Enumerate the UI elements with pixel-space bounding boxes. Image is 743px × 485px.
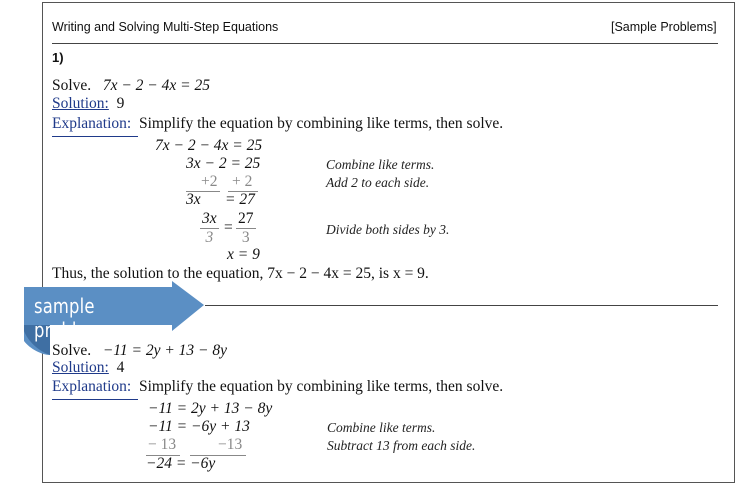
p1-step-4a: 3x	[186, 191, 201, 208]
solution-label: Solution:	[52, 95, 109, 112]
fraction-numerator: 3x	[202, 210, 217, 227]
fraction-denominator: 3	[205, 229, 214, 246]
solution-label: Solution:	[52, 359, 109, 376]
p1-step-3a: +2	[201, 173, 218, 190]
sample-problems-tag: [Sample Problems]	[611, 20, 717, 34]
explanation-label: Explanation:	[52, 115, 132, 132]
p2-step-4: −24 = −6y	[146, 455, 216, 472]
worksheet-frame	[42, 2, 735, 483]
explanation-underline	[52, 136, 138, 137]
solve-label: Solve.	[52, 77, 92, 94]
banner-label: sample problems	[34, 294, 112, 342]
p1-fraction-right	[236, 210, 256, 247]
p2-step-1: −11 = 2y + 13 − 8y	[148, 400, 273, 417]
explanation-underline	[52, 399, 138, 400]
problem1-equation: 7x − 2 − 4x = 25	[102, 77, 210, 94]
p2-step-2: −11 = −6y + 13	[148, 418, 250, 435]
p1-step-3b: + 2	[232, 173, 253, 190]
problem1-solution	[52, 95, 124, 113]
problem-number: 1)	[52, 50, 64, 65]
problem2-solution	[52, 359, 124, 377]
solution-value: 4	[116, 359, 125, 376]
problem2-statement	[52, 342, 227, 360]
solution-value: 9	[116, 95, 125, 112]
fraction-denominator: 3	[241, 229, 250, 246]
p2-step-3b: −13	[218, 436, 243, 453]
problem2-explanation	[52, 378, 503, 396]
p1-fraction-equals: =	[224, 219, 233, 236]
p1-fraction-left	[200, 210, 219, 247]
p2-step-3a: − 13	[148, 436, 177, 453]
p1-note-combine: Combine like terms.	[326, 157, 435, 172]
p1-conclusion: Thus, the solution to the equation, 7x − 2 − 4x = 25, is x = 9.	[52, 265, 429, 282]
p1-step-2: 3x − 2 = 25	[186, 155, 261, 172]
fraction-numerator: 27	[238, 210, 254, 227]
explanation-label: Explanation:	[52, 378, 132, 395]
worksheet-title: Writing and Solving Multi-Step Equations	[52, 20, 279, 34]
p1-note-divide: Divide both sides by 3.	[326, 222, 450, 237]
problem1-explanation	[52, 115, 503, 133]
solve-label: Solve.	[52, 342, 92, 359]
problem1-statement	[52, 77, 210, 95]
p2-note-subtract: Subtract 13 from each side.	[327, 438, 476, 453]
explanation-text: Simplify the equation by combining like terms, then solve.	[138, 378, 504, 395]
header-divider	[52, 43, 718, 44]
section-divider	[205, 305, 718, 306]
problem2-equation: −11 = 2y + 13 − 8y	[102, 342, 228, 359]
explanation-text: Simplify the equation by combining like terms, then solve.	[138, 115, 504, 132]
p2-note-combine: Combine like terms.	[327, 420, 436, 435]
p1-step-6: x = 9	[227, 246, 260, 263]
p1-note-add: Add 2 to each side.	[326, 175, 430, 190]
p1-step-1: 7x − 2 − 4x = 25	[155, 137, 263, 154]
p1-step-4b: = 27	[225, 191, 255, 208]
